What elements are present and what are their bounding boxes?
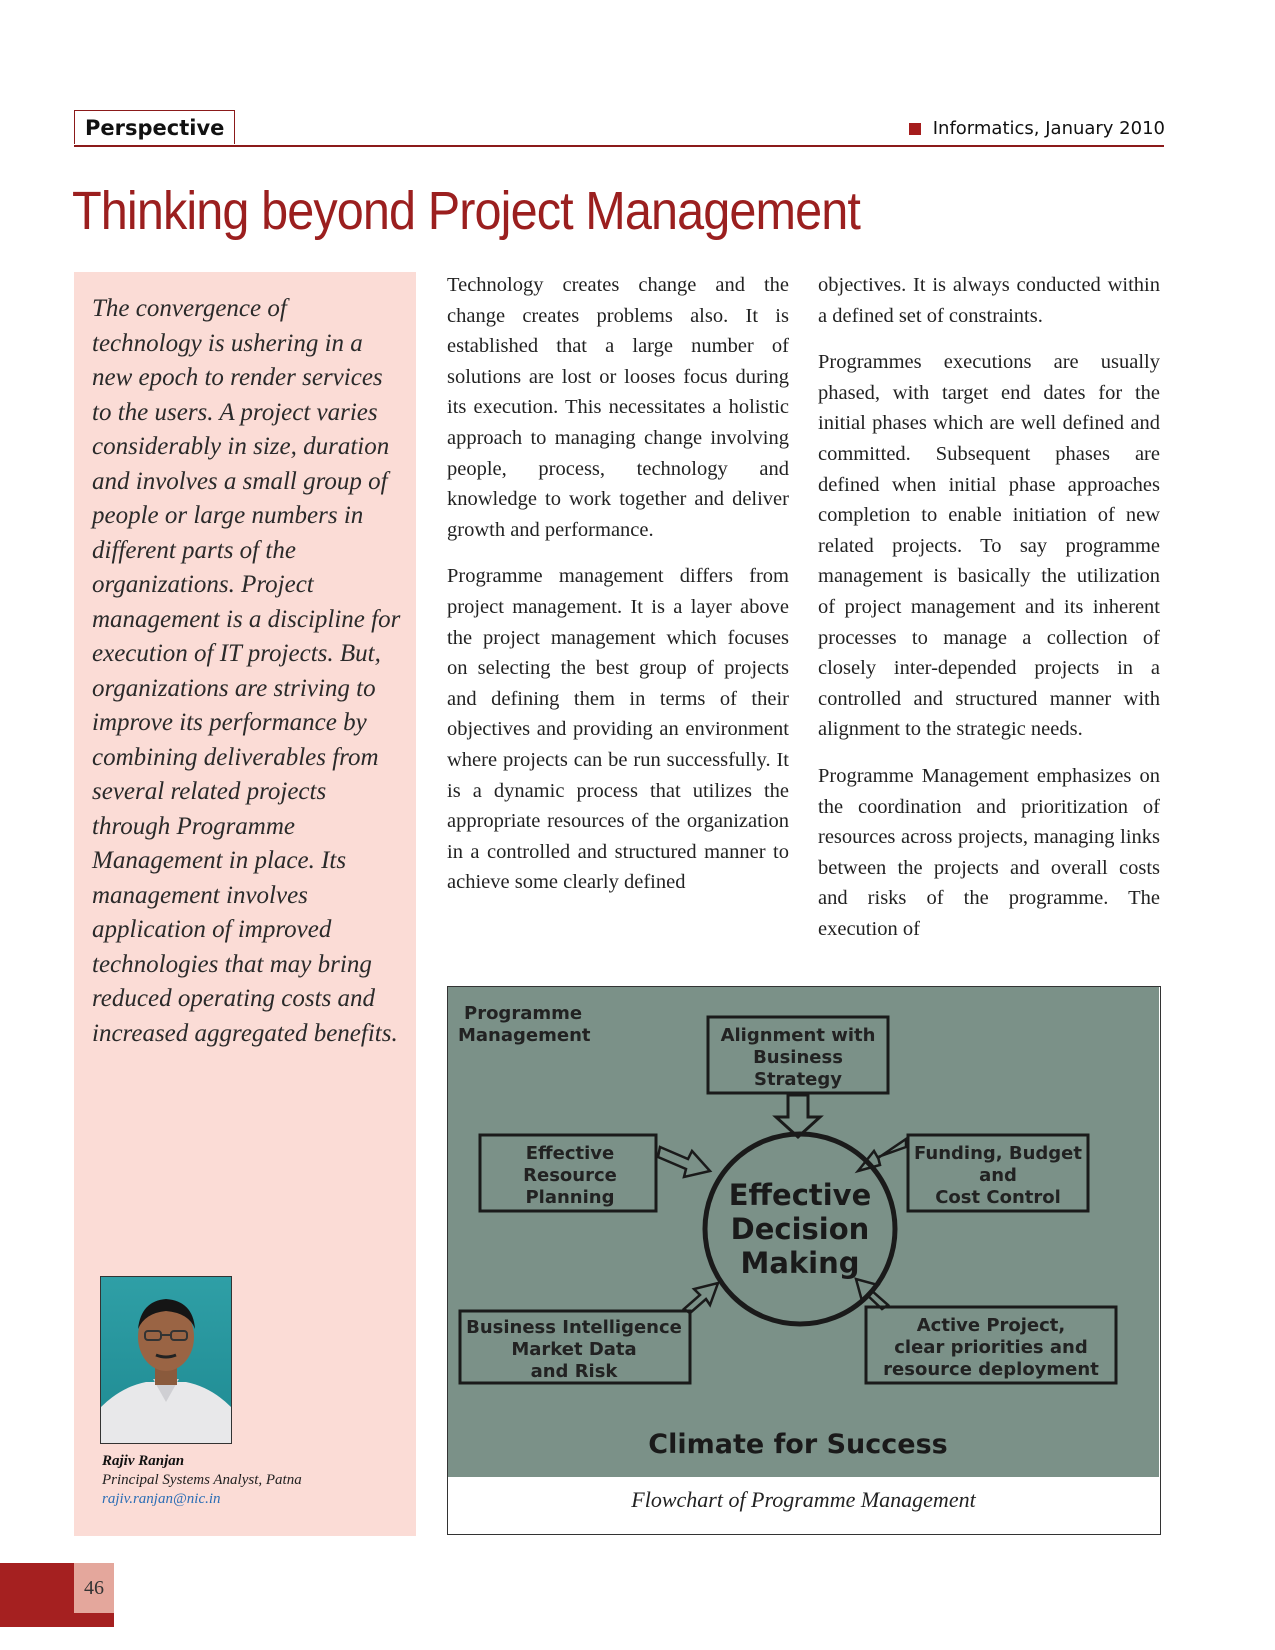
diagram-footer: Climate for Success bbox=[648, 1429, 948, 1460]
box-text: resource deployment bbox=[883, 1359, 1099, 1380]
article-title: Thinking beyond Project Management bbox=[72, 181, 860, 241]
body-column-2 bbox=[447, 270, 789, 914]
box-text: Planning bbox=[525, 1187, 615, 1208]
footer-bar bbox=[74, 1613, 114, 1627]
box-text: Funding, Budget bbox=[913, 1143, 1083, 1164]
box-text: Market Data bbox=[511, 1339, 637, 1360]
author-photo bbox=[100, 1276, 232, 1444]
paragraph: Programmes executions are usually phased, with target end dates for the initial phases which are well defined and committed. Subsequent phases are defined when initial phase approaches completion to enable initiation of new related projects. To say programme management is basically the utilization of project management and its inherent processes to manage a collection of closely inter-depended projects in a controlled and structured manner with alignment to the strategic needs. bbox=[818, 351, 1160, 741]
paragraph: Programme Management emphasizes on the coordination and prioritization of resources across projects, managing links between the projects and overall costs and risks of the programme. The execution of bbox=[818, 764, 1160, 940]
publication-label: Informatics, January 2010 bbox=[932, 118, 1165, 139]
figure-caption: Flowchart of Programme Management bbox=[631, 1487, 976, 1512]
flowchart-figure bbox=[447, 986, 1161, 1535]
corner-label-line: Programme bbox=[464, 1003, 583, 1024]
box-text: and Risk bbox=[530, 1361, 618, 1382]
square-bullet-icon bbox=[909, 123, 921, 135]
publication-info bbox=[909, 118, 1165, 139]
box-text: and bbox=[979, 1165, 1017, 1186]
header-rule bbox=[74, 145, 1164, 147]
author-title: Principal Systems Analyst, Patna bbox=[102, 1472, 302, 1488]
section-label: Perspective bbox=[74, 110, 235, 144]
corner-label-line: Management bbox=[458, 1025, 591, 1046]
paragraph: Technology creates change and the change creates problems also. It is established that a large number of solutions are lost or looses focus during its execution. This necessitates a holistic approach to managing change involving people, process, technology and knowledge to work together and deliver growth and performance. bbox=[447, 274, 789, 541]
box-text: Business Intelligence bbox=[466, 1317, 682, 1338]
center-label-line: Effective bbox=[728, 1178, 872, 1212]
author-portrait-icon bbox=[101, 1277, 231, 1443]
box-text: Alignment with bbox=[720, 1025, 876, 1046]
page-number: 46 bbox=[74, 1563, 114, 1613]
center-label-line: Decision bbox=[730, 1212, 870, 1246]
footer-block bbox=[0, 1563, 74, 1627]
paragraph: objectives. It is always conducted within a defined set of constraints. bbox=[818, 274, 1160, 327]
author-email[interactable]: rajiv.ranjan@nic.in bbox=[102, 1491, 221, 1507]
box-text: Effective bbox=[525, 1143, 615, 1164]
body-column-3 bbox=[818, 270, 1160, 960]
box-text: Business bbox=[753, 1047, 843, 1068]
flowchart-diagram bbox=[448, 987, 1159, 1477]
box-text: Strategy bbox=[753, 1069, 843, 1090]
center-label-line: Making bbox=[740, 1246, 860, 1280]
author-name: Rajiv Ranjan bbox=[102, 1453, 185, 1469]
pullquote: The convergence of technology is ushering in a new epoch to render services to the users. A project varies considerably in size, duration and involves a small group of people or large numbers in different parts of the organizations. Project management is a discipline for execution of IT projects. But, organizations are striving to improve its performance by combining deliverables from several related projects through Programme Management in place. Its management involves application of improved technologies that may bring reduced operating costs and increased aggregated benefits. bbox=[92, 295, 401, 1047]
box-text: Active Project, bbox=[916, 1315, 1066, 1336]
box-text: Resource bbox=[523, 1165, 617, 1186]
box-text: clear priorities and bbox=[894, 1337, 1088, 1358]
paragraph: Programme management differs from project management. It is a layer above the project management which focuses on selecting the best group of projects and defining them in terms of their objectives and providing an environment where projects can be run successfully. It is a dynamic process that utilizes the appropriate resources of the organization in a controlled and structured manner to achieve some clearly defined bbox=[447, 565, 789, 894]
author-info bbox=[102, 1452, 302, 1509]
box-text: Cost Control bbox=[935, 1187, 1061, 1208]
sidebar bbox=[74, 272, 416, 1536]
